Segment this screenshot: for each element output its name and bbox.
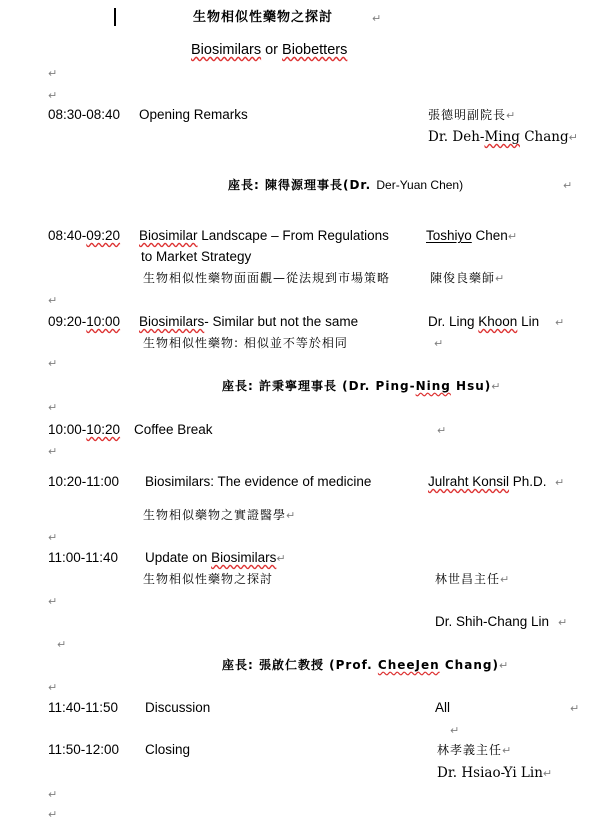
- session-time: 08:30-08:40: [48, 107, 121, 122]
- speaker-english: Dr. Ling Khoon Lin: [428, 314, 540, 329]
- paragraph-mark: ↵: [437, 424, 447, 437]
- paragraph-mark: ↵: [434, 337, 444, 350]
- speaker-chinese: 張德明副院長↵: [428, 108, 517, 122]
- session-time: 11:00-11:40: [48, 550, 119, 565]
- session-title: Biosimilars: The evidence of medicine: [145, 474, 372, 489]
- session-title: Biosimilar Landscape – From Regulations: [139, 228, 389, 243]
- session-time: 09:20-10:00: [48, 314, 121, 329]
- speaker-english: Julraht Konsil Ph.D.: [428, 474, 547, 489]
- paragraph-mark: ↵: [570, 702, 580, 715]
- paragraph-mark: ↵: [48, 531, 58, 544]
- session-title-continued: to Market Strategy: [141, 249, 252, 264]
- paragraph-mark: ↵: [48, 808, 58, 821]
- chairperson: 座長: 許秉寧理事長 (Dr. Ping-Ning Hsu)↵: [222, 379, 502, 393]
- paragraph-mark: ↵: [48, 89, 58, 102]
- session-title: Discussion: [145, 700, 211, 715]
- session-subtitle-chinese: 生物相似性藥物面面觀—從法規到市場策略: [143, 271, 391, 285]
- session-subtitle-chinese: 生物相似藥物之實證醫學↵: [143, 508, 297, 522]
- session-time: 11:50-12:00: [48, 742, 120, 757]
- title-english: Biosimilars or Biobetters: [191, 42, 348, 58]
- speaker-english: Toshiyo Chen↵: [426, 228, 518, 243]
- session-subtitle-chinese: 生物相似性藥物之探討: [143, 572, 274, 586]
- paragraph-mark: ↵: [558, 616, 568, 629]
- chairperson: 座長: 張啟仁教授 (Prof. CheeJen Chang)↵: [222, 658, 510, 672]
- paragraph-mark: ↵: [555, 316, 565, 329]
- speaker-english: Dr. Hsiao-Yi Lin↵: [437, 765, 553, 781]
- session-title: Coffee Break: [134, 422, 213, 437]
- paragraph-mark: ↵: [57, 638, 67, 651]
- paragraph-mark: ↵: [48, 357, 58, 370]
- paragraph-mark: ↵: [48, 401, 58, 414]
- speaker-english: All: [435, 700, 451, 715]
- session-title: Opening Remarks: [139, 107, 248, 122]
- text-cursor: [114, 8, 116, 26]
- session-title: Closing: [145, 742, 191, 757]
- paragraph-mark: ↵: [48, 67, 58, 80]
- chairperson: 座長: 陳得源理事長(Dr. Der-Yuan Chen): [228, 178, 464, 192]
- paragraph-mark: ↵: [48, 445, 58, 458]
- paragraph-mark: ↵: [48, 595, 58, 608]
- title-chinese: 生物相似性藥物之探討: [193, 10, 334, 25]
- session-time: 10:20-11:00: [48, 474, 120, 489]
- paragraph-mark: ↵: [555, 476, 565, 489]
- paragraph-mark: ↵: [563, 179, 573, 192]
- speaker-english: Dr. Deh-Ming Chang↵: [428, 129, 578, 145]
- paragraph-mark: ↵: [372, 12, 382, 25]
- speaker-chinese: 林孝義主任↵: [437, 743, 513, 757]
- paragraph-mark: ↵: [48, 681, 58, 694]
- speaker-english: Dr. Shih-Chang Lin: [435, 614, 550, 629]
- session-time: 08:40-09:20: [48, 228, 121, 243]
- session-title: Biosimilars- Similar but not the same: [139, 314, 359, 329]
- session-title: Update on Biosimilars↵: [145, 550, 286, 565]
- session-time: 11:40-11:50: [48, 700, 119, 715]
- paragraph-mark: ↵: [48, 788, 58, 801]
- session-time: 10:00-10:20: [48, 422, 121, 437]
- session-subtitle-chinese: 生物相似性藥物: 相似並不等於相同: [143, 336, 348, 350]
- speaker-chinese: 林世昌主任↵: [435, 572, 511, 586]
- paragraph-mark: ↵: [450, 724, 460, 737]
- speaker-chinese: 陳俊良藥師↵: [430, 271, 506, 285]
- paragraph-mark: ↵: [48, 294, 58, 307]
